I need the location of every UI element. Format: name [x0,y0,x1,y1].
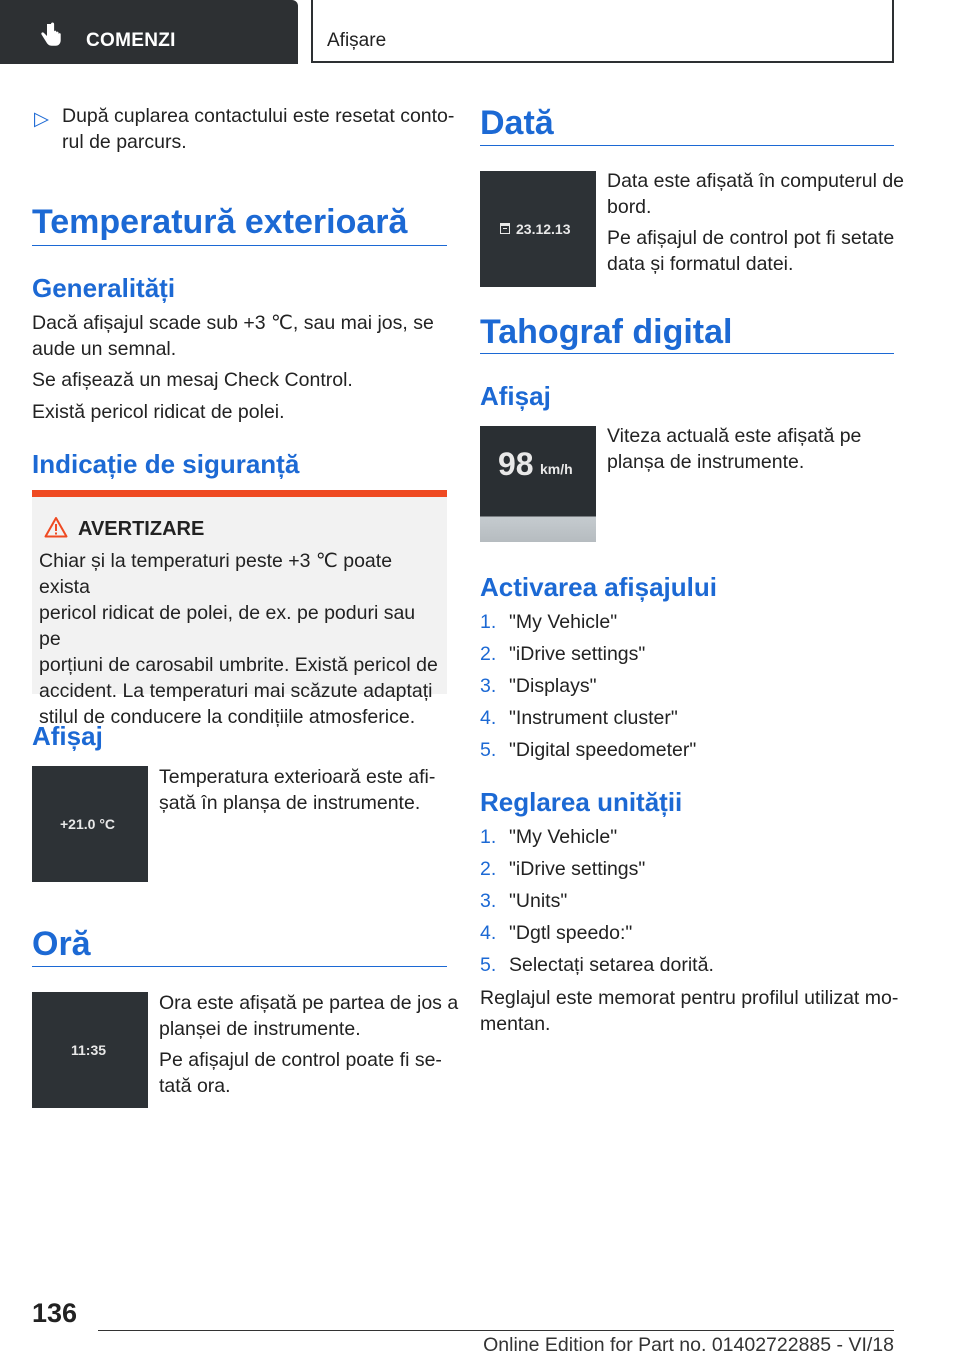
warning-text-line-3: porțiuni de carosabil umbrite. Există pericol de [39,654,438,676]
warning-bar [32,490,447,497]
temperature-display-value: +21.0 °C [60,816,116,832]
time-text-line-2: planșei de instrumente. [159,1018,361,1040]
edition-text: Online Edition for Part no. 01402722885 - VI/18 [483,1334,894,1356]
speed-text-line-2: planșa de instrumente. [607,451,805,473]
warning-triangle-icon [44,516,68,538]
list-item: 4. "Dgtl speedo:" [480,922,633,944]
footer-rule [98,1330,894,1331]
heading-rule [480,145,894,146]
chapter-tab[interactable] [311,0,894,63]
heading-digital-tachograph: Tahograf digital [480,313,733,351]
warning-text-line-4: accident. La temperaturi mai scăzute adaptați [39,680,433,702]
bullet-arrow-icon: ▷ [34,108,49,130]
speed-display-image [480,426,596,542]
heading-rule [32,966,447,967]
date-text-line-4: data și formatul datei. [607,253,794,275]
date-display-value: 23.12.13 [516,221,571,237]
list-item: 3. "Displays" [480,675,597,697]
heading-display-left: Afișaj [32,721,103,751]
hand-pointer-icon [38,22,64,48]
heading-time: Oră [32,925,91,963]
speed-display-value: 98 [498,446,534,482]
warning-title: AVERTIZARE [78,518,205,540]
general-text-line-2: aude un semnal. [32,338,177,360]
list-item: 1. "My Vehicle" [480,611,618,633]
warning-text-line-2: pericol ridicat de polei, de ex. pe poduri sau pe [39,602,416,650]
temperature-display-image [32,766,148,882]
final-text-line-1: Reglajul este memorat pentru profilul utilizat mo- [480,987,899,1009]
date-text-line-3: Pe afișajul de control pot fi setate [607,227,895,249]
final-text-line-2: mentan. [480,1013,551,1035]
time-display-image [32,992,148,1108]
time-text-line-3: Pe afișajul de control poate fi se- [159,1049,442,1071]
list-item: 1. "My Vehicle" [480,826,618,848]
time-text-line-4: tată ora. [159,1075,231,1097]
heading-rule [480,353,894,354]
temperature-text-line-2: șată în planșa de instrumente. [159,792,421,814]
date-text-line-1: Data este afișată în computerul de [607,170,905,192]
list-item: 2. "iDrive settings" [480,858,646,880]
heading-general: Generalități [32,273,176,303]
bullet-text-line-2: rul de parcurs. [62,131,187,153]
speed-display-unit: km/h [540,461,573,477]
warning-box [32,490,447,728]
list-item: 2. "iDrive settings" [480,643,646,665]
heading-activate-display: Activarea afișajului [480,572,717,602]
section-label: COMENZI [86,30,176,51]
list-item: 5. Selectați setarea dorită. [480,954,714,976]
date-display-image [480,171,596,287]
general-text-ice-risk: Există pericol ridicat de polei. [32,401,285,423]
bullet-text-line-1: După cuplarea contactului este resetat conto- [62,105,455,127]
general-text-check-control: Se afișează un mesaj Check Control. [32,369,353,391]
warning-text-line-1: Chiar și la temperaturi peste +3 ℃ poate exista [39,550,393,598]
page-number: 136 [32,1298,78,1328]
heading-rule [32,245,447,246]
list-item: 3. "Units" [480,890,568,912]
list-item: 5. "Digital speedometer" [480,739,697,761]
warning-text-line-5: stilul de conducere la condițiile atmosferice. [39,706,416,728]
list-item: 4. "Instrument cluster" [480,707,678,729]
time-text-line-1: Ora este afișată pe partea de jos a [159,992,459,1014]
date-text-line-2: bord. [607,196,652,218]
heading-set-unit: Reglarea unității [480,787,683,817]
general-text-line-1: Dacă afișajul scade sub +3 ℃, sau mai jos, se [32,312,434,334]
heading-display-right: Afișaj [480,381,551,411]
time-display-value: 11:35 [71,1042,107,1058]
heading-safety-note: Indicație de siguranță [32,449,300,479]
temperature-text-line-1: Temperatura exterioară este afi- [159,766,436,788]
chapter-label: Afișare [327,30,387,51]
heading-outside-temperature: Temperatură exterioară [32,203,408,241]
speed-text-line-1: Viteza actuală este afișată pe [607,425,862,447]
section-tab[interactable] [0,0,298,64]
heading-date: Dată [480,104,554,142]
calendar-icon [500,222,510,234]
